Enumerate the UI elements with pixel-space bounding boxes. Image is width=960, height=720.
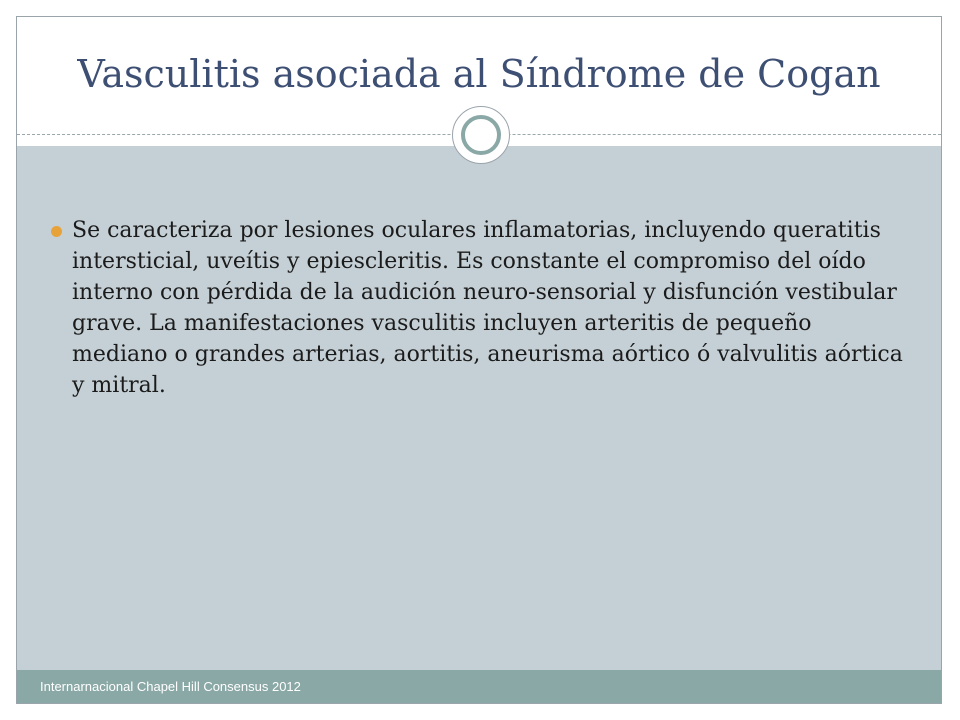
ornament-ring-icon [461,115,501,155]
bullet-list [45,215,905,401]
footer-text: Internarnacional Chapel Hill Consensus 2012 [40,679,301,694]
slide-title: Vasculitis asociada al Síndrome de Cogan [77,52,881,96]
bullet-item [45,215,905,401]
bullet-dot-icon [51,226,62,237]
bullet-text: Se caracteriza por lesiones oculares inflamatorias, incluyendo queratitis intersticial, uveítis y epiescleritis. Es constante el compromiso del oído interno con pérdida de la audición neuro-sensorial y disfunción vestibular grave. La manifestaciones vasculitis incluyen arteritis de pequeño mediano o grandes arterias, aortitis, aneurisma aórtico ó valvulitis aórtica y mitral. [72,218,903,398]
